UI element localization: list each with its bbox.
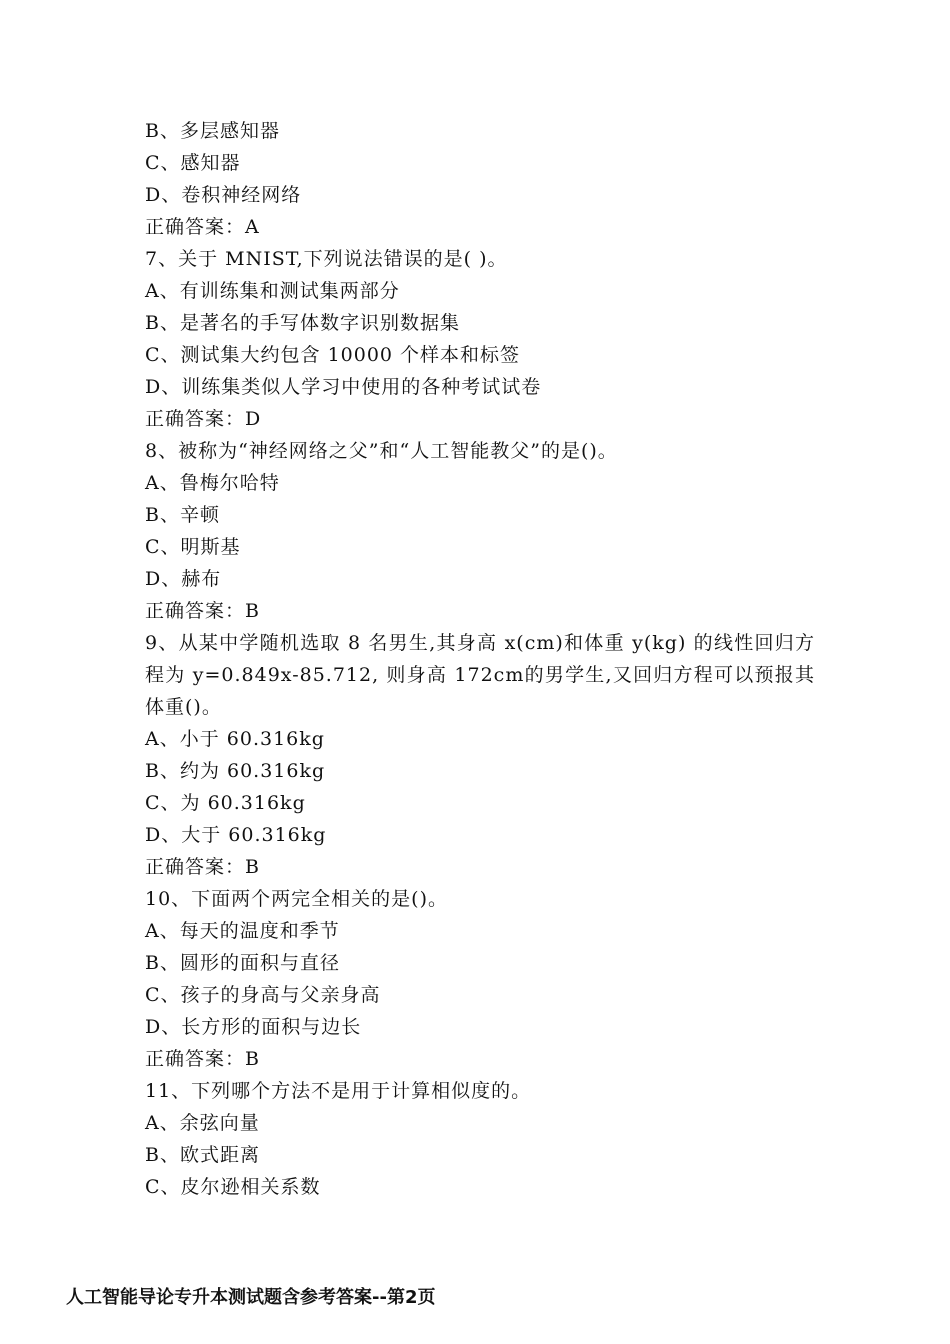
- option-line: B、是著名的手写体数字识别数据集: [145, 312, 460, 334]
- option-line: B、多层感知器: [145, 120, 280, 142]
- option-line: C、为 60.316kg: [145, 792, 306, 814]
- option-line: B、约为 60.316kg: [145, 760, 326, 782]
- page-footer: 人工智能导论专升本测试题含参考答案--第2页: [66, 1287, 436, 1308]
- document-body: [145, 115, 815, 1203]
- answer-line: 正确答案：B: [145, 856, 260, 878]
- question-8: 8、被称为“神经网络之父”和“人工智能教父”的是()。: [145, 440, 618, 462]
- option-line: C、明斯基: [145, 536, 241, 558]
- question-9: 9、从某中学随机选取 8 名男生,其身高 x(cm)和体重 y(kg) 的线性回归方程为 y=0.849x-85.712, 则身高 172cm的男学生,又回归方程可以预报其体重()。: [145, 632, 815, 718]
- option-line: D、卷积神经网络: [145, 184, 302, 206]
- answer-line: 正确答案：B: [145, 1048, 260, 1070]
- option-line: C、皮尔逊相关系数: [145, 1176, 321, 1198]
- option-line: D、大于 60.316kg: [145, 824, 327, 846]
- option-line: A、余弦向量: [145, 1112, 260, 1134]
- option-line: A、鲁梅尔哈特: [145, 472, 280, 494]
- option-line: A、每天的温度和季节: [145, 920, 340, 942]
- option-line: B、圆形的面积与直径: [145, 952, 340, 974]
- option-line: B、辛顿: [145, 504, 220, 526]
- option-line: D、训练集类似人学习中使用的各种考试试卷: [145, 376, 542, 398]
- answer-line: 正确答案：A: [145, 216, 260, 238]
- question-7: 7、关于 MNIST,下列说法错误的是( )。: [145, 248, 508, 270]
- option-line: C、孩子的身高与父亲身高: [145, 984, 381, 1006]
- option-line: B、欧式距离: [145, 1144, 260, 1166]
- question-11: 11、下列哪个方法不是用于计算相似度的。: [145, 1080, 532, 1102]
- option-line: A、有训练集和测试集两部分: [145, 280, 400, 302]
- option-line: C、测试集大约包含 10000 个样本和标签: [145, 344, 521, 366]
- answer-line: 正确答案：B: [145, 600, 260, 622]
- option-line: A、小于 60.316kg: [145, 728, 325, 750]
- option-line: D、赫布: [145, 568, 222, 590]
- question-10: 10、下面两个两完全相关的是()。: [145, 888, 449, 910]
- option-line: D、长方形的面积与边长: [145, 1016, 362, 1038]
- option-line: C、感知器: [145, 152, 241, 174]
- answer-line: 正确答案：D: [145, 408, 262, 430]
